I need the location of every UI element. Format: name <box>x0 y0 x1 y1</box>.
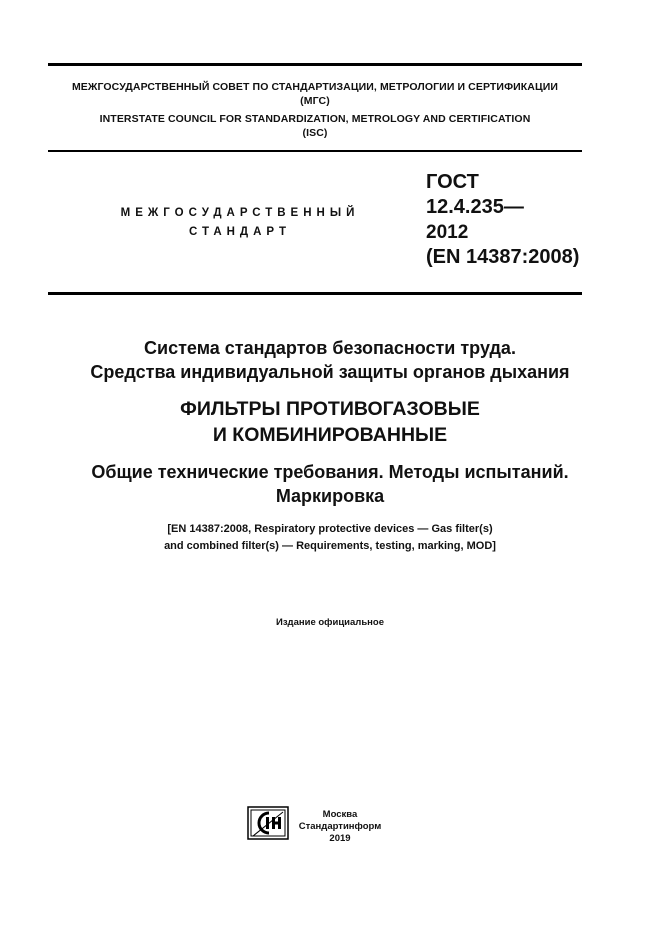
designation-year: 2012 <box>426 222 469 243</box>
publisher-block <box>295 809 385 845</box>
designation-equivalent: (EN 14387:2008) <box>426 246 580 268</box>
english-reference-line1: [EN 14387:2008, Respiratory protective devices — Gas filter(s) <box>167 523 493 535</box>
series-title <box>30 336 630 384</box>
subtitle <box>30 460 630 508</box>
main-title-line1: ФИЛЬТРЫ ПРОТИВОГАЗОВЫЕ <box>180 398 480 420</box>
top-rule <box>48 63 582 66</box>
standartinform-logo-icon <box>247 806 289 840</box>
council-ru-abbr: (МГС) <box>300 95 330 107</box>
council-en-abbr: (ISC) <box>302 127 328 139</box>
publisher-year: 2019 <box>329 833 351 844</box>
standard-kind-line1: МЕЖГОСУДАРСТВЕННЫЙ <box>120 207 360 219</box>
series-line2: Средства индивидуальной защиты органов дыхания <box>90 362 570 382</box>
publisher-name: Стандартинформ <box>298 821 382 832</box>
english-reference-line2: and combined filter(s) — Requirements, testing, marking, MOD] <box>164 540 496 552</box>
standard-designation <box>426 170 579 270</box>
publisher-city: Москва <box>322 809 358 820</box>
designation-prefix: ГОСТ <box>426 171 479 193</box>
council-ru-name: МЕЖГОСУДАРСТВЕННЫЙ СОВЕТ ПО СТАНДАРТИЗАЦИИ, МЕТРОЛОГИИ И СЕРТИФИКАЦИИ <box>71 81 559 93</box>
designation-number: 12.4.235— <box>426 196 524 218</box>
subtitle-line1: Общие технические требования. Методы испытаний. <box>91 462 569 482</box>
main-title <box>30 396 630 448</box>
council-ru <box>48 80 582 108</box>
series-line1: Система стандартов безопасности труда. <box>144 338 516 358</box>
council-en-name: INTERSTATE COUNCIL FOR STANDARDIZATION, METROLOGY AND CERTIFICATION <box>99 113 531 125</box>
edition-note: Издание официальное <box>276 617 384 628</box>
english-reference <box>30 521 630 555</box>
lower-rule <box>48 292 582 295</box>
council-en <box>48 112 582 140</box>
main-title-line2: И КОМБИНИРОВАННЫЕ <box>212 424 448 446</box>
standard-kind-line2: СТАНДАРТ <box>189 226 291 238</box>
middle-rule <box>48 150 582 152</box>
subtitle-line2: Маркировка <box>275 486 385 506</box>
